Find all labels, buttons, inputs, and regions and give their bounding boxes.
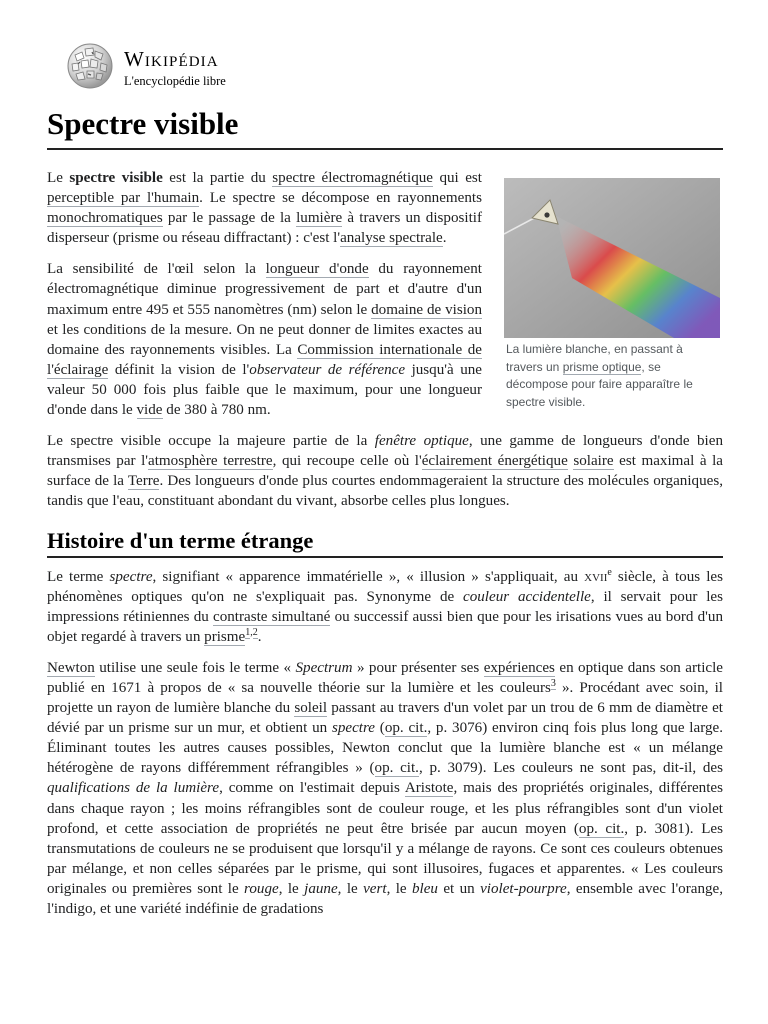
link-terre[interactable]: Terre <box>127 473 160 490</box>
link-op-cit-2[interactable]: op. cit. <box>374 760 419 777</box>
link-experiences[interactable]: expériences <box>483 659 555 676</box>
link-cie[interactable]: Commission internationale de l'éclairage <box>47 341 482 378</box>
paragraph-intro-1: Le spectre visible est la partie du spectre électromagnétique qui est perceptible par l'humain. Le spectre se décompose en rayonnements monochromatiques par le passage de la lumière à travers un dispositif disperseur (prisme ou réseau diffractant) : c'est l'analyse spectrale. <box>47 170 482 247</box>
link-op-cit-3[interactable]: op. cit. <box>578 820 625 837</box>
figure-caption: La lumière blanche, en passant à travers un prisme optique, se décompose pour faire apparaître le spectre visible. <box>506 342 693 409</box>
link-analyse-spectrale[interactable]: analyse spectrale <box>340 230 443 247</box>
link-aristote[interactable]: Aristote <box>404 780 454 797</box>
paragraph-intro-3: Le spectre visible occupe la majeure partie de la fenêtre optique, une gamme de longueurs d'onde bien transmises par l'atmosphère terrestre, qui recoupe celle où l'éclairement énergétique solaire est maximal à la surface de la Terre. Des longueurs d'onde plus courtes endommageraient la structure des molécules organiques, tandis que l'eau, constituant abondant du vivant, absorbe celles plus longues. <box>47 433 723 510</box>
tagline: L'encyclopédie libre <box>124 74 226 88</box>
prism-photo[interactable] <box>504 178 720 338</box>
link-solaire[interactable]: solaire <box>573 453 614 470</box>
wordmark[interactable]: WIKIPÉDIA <box>124 47 219 71</box>
page-title: Spectre visible <box>47 104 723 150</box>
link-atmosphere-terrestre[interactable]: atmosphère terrestre <box>148 453 273 470</box>
link-contraste-simultane[interactable]: contraste simultané <box>213 608 331 625</box>
section-heading-histoire: Histoire d'un terme étrange <box>47 526 723 558</box>
reference-3[interactable]: 3 <box>550 677 556 689</box>
link-domaine-vision[interactable]: domaine de vision <box>371 301 482 318</box>
wikipedia-globe-logo[interactable] <box>66 43 114 89</box>
term-bold: spectre visible <box>69 170 163 186</box>
link-eclairement-energetique[interactable]: éclairement énergétique <box>421 453 568 470</box>
link-lumiere[interactable]: lumière <box>296 210 343 227</box>
link-perceptible[interactable]: perceptible par l'humain <box>47 190 200 207</box>
link-spectre-electromagnetique[interactable]: spectre électromagnétique <box>272 170 433 186</box>
prism-mark <box>544 212 549 217</box>
figure-prism <box>504 178 720 411</box>
link-op-cit-1[interactable]: op. cit. <box>384 720 428 737</box>
paragraph-histoire-2: Newton utilise une seule fois le terme « Spectrum » pour présenter ses expériences en optique dans son article publié en 1671 à propos de « sa nouvelle théorie sur la lumière et les couleurs$^3$ ». Procédant avec soin, il projette un rayon de lumière blanche du soleil passant au travers d'un volet par un trou de 6 mm de diamètre et dévié par un prisme sur un mur, et obtient un spectre (op. cit., p. 3076) environ cinq fois plus long que large. Éliminant toutes les autres causes possibles, Newton conclut que la lumière blanche est « un mélange hétérogène de rayons différemment réfrangibles » (op. cit., p. 3079). Les couleurs ne sont pas, dit-il, des qualifications de la lumière, comme on l'estimait depuis Aristote, mais des propriétés originales, différentes dans chaque rayon ; les moins réfrangibles sont de couleur rouge, et les plus réfrangibles sont d'un violet profond, et cette association de propriétés ne peut être brisée par aucun moyen (op. cit., p. 3081). Les transmutations de couleurs ne se produisent que lorsqu'il y a mélange de rayons. Ce sont ces couleurs obtenues par mélange, et non celles séparées par le prisme, qui sont illusoires, fugaces et apparentes. « Les couleurs originales ou premières sont le rouge, le jaune, le vert, le bleu et un violet-pourpre, ensemble avec l'orange, l'indigo, et une variété indéfinie de gradations <box>47 659 724 917</box>
reference-1[interactable]: 1 <box>245 626 251 638</box>
paragraph-histoire-1: Le terme spectre, signifiant « apparence immatérielle », « illusion » s'appliquait, au xvii$^e$ siècle, à tous les phénomènes optiques qu'on ne s'expliquait pas. Synonyme de couleur accidentelle, il servait pour les impressions rétiniennes du contraste simultané ou successif aussi bien que pour les irisations vues au bord d'un objet regardé à travers un prisme$^{1,2}$. <box>47 566 723 645</box>
article-body <box>47 168 723 930</box>
reference-2[interactable]: 2 <box>252 626 258 638</box>
link-prisme[interactable]: prisme <box>204 628 246 645</box>
link-longueur-onde[interactable]: longueur d'onde <box>265 261 369 278</box>
link-soleil[interactable]: soleil <box>294 700 328 717</box>
link-vide[interactable]: vide <box>136 402 163 419</box>
link-monochromatiques[interactable]: monochromatiques <box>47 210 163 227</box>
link-newton[interactable]: Newton <box>47 659 95 676</box>
link-prisme-optique[interactable]: prisme optique <box>562 359 642 374</box>
paragraph-intro-2: La sensibilité de l'œil selon la longueur d'onde du rayonnement électromagnétique diminue progressivement de part et d'autre d'un maximum entre 495 et 555 nanomètres (nm) selon le domaine de vision et les conditions de la mesure. On ne peut donner de limites exactes au domaine des rayonnements visibles. La Commission internationale de l'éclairage définit la vision de l'observateur de référence jusqu'à une valeur 50 000 fois plus faible que le maximum, pour une longueur d'onde dans le vide de 380 à 780 nm. <box>47 261 482 419</box>
brand <box>124 48 226 89</box>
